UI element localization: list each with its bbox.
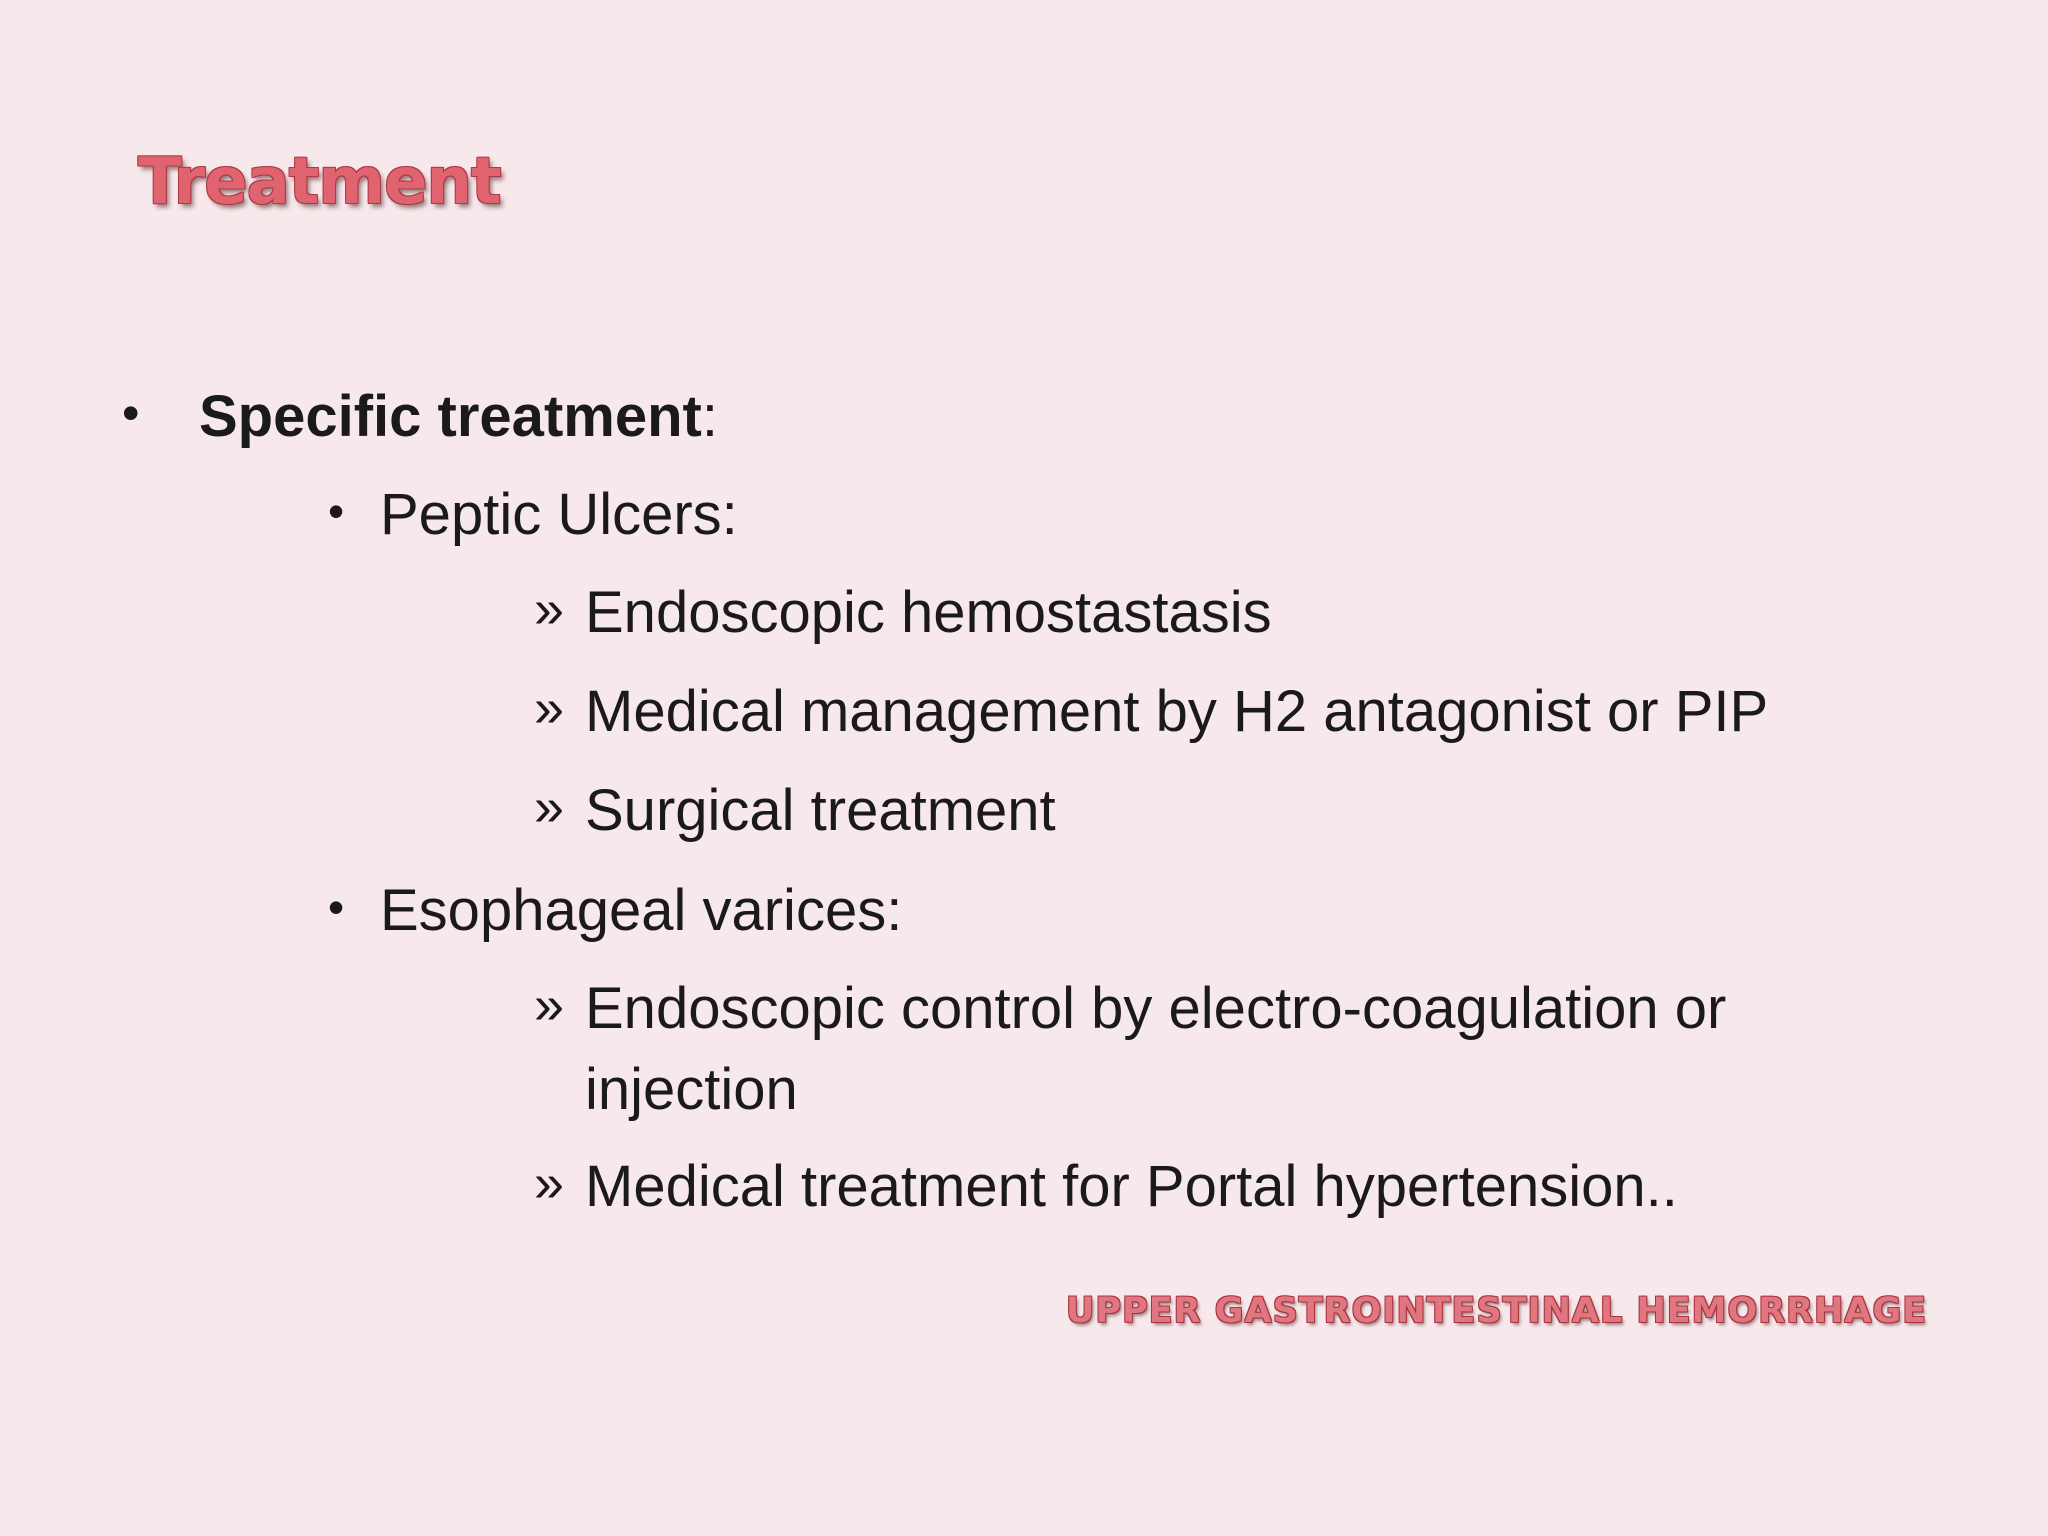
- varices-item-marker: »: [534, 1153, 565, 1213]
- peptic-item-medical-management: Medical management by H2 antagonist or PIP: [585, 679, 1769, 744]
- specific-treatment-heading: [199, 384, 718, 449]
- varices-item-endoscopic-control: Endoscopic control by electro-coagulation or: [585, 976, 1727, 1041]
- level1-bullet: •: [122, 385, 140, 441]
- specific-treatment-colon: :: [701, 384, 718, 449]
- specific-treatment-label: Specific treatment: [199, 384, 702, 449]
- peptic-item-marker: »: [534, 678, 565, 738]
- peptic-ulcers-heading: Peptic Ulcers:: [380, 482, 738, 547]
- slide-footer: UPPER GASTROINTESTINAL HEMORRHAGE: [1066, 1291, 1928, 1331]
- peptic-item-endoscopic-hemostasis: Endoscopic hemostastasis: [585, 580, 1272, 645]
- peptic-item-marker: »: [534, 777, 565, 837]
- varices-bullet: •: [328, 881, 345, 933]
- peptic-item-marker: »: [534, 579, 565, 639]
- varices-item-marker: »: [534, 975, 565, 1035]
- esophageal-varices-heading: Esophageal varices:: [380, 878, 903, 943]
- varices-item-endoscopic-control-continuation: injection: [585, 1057, 798, 1122]
- varices-item-portal-hypertension: Medical treatment for Portal hypertension..: [585, 1154, 1678, 1219]
- peptic-bullet: •: [328, 485, 345, 537]
- slide-title: Treatment: [138, 145, 501, 219]
- peptic-item-surgical-treatment: Surgical treatment: [585, 778, 1056, 843]
